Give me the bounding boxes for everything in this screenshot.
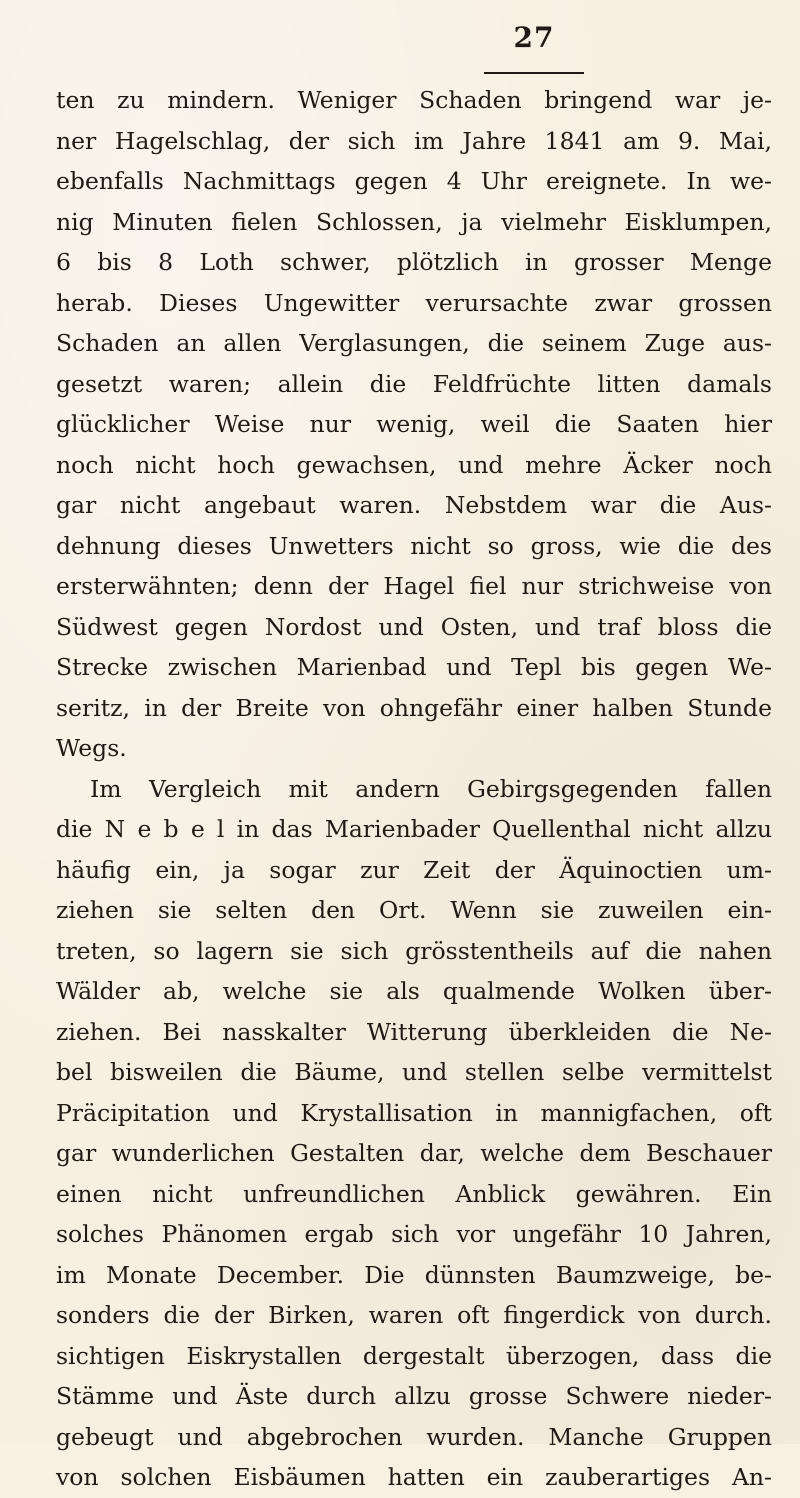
text-line: gar wunderlichen Gestalten dar, welche dem Beschauer (56, 1139, 772, 1167)
text-line: seritz, in der Breite von ohngefähr einer halben Stunde (56, 693, 772, 722)
text-line: ner Hagelschlag, der sich im Jahre 1841 am 9. Mai, (56, 126, 772, 155)
text-line: gar nicht angebaut waren. Nebstdem war die Aus- (56, 491, 772, 519)
text-line: von solchen Eisbäumen hatten ein zauberartiges An- (56, 1463, 772, 1491)
text-line: gebeugt und abgebrochen wurden. Manche Gruppen (56, 1422, 772, 1451)
text-line: im Monate December. Die dünnsten Baumzweige, be- (56, 1260, 772, 1289)
text-line: dehnung dieses Unwetters nicht so gross, wie die des (56, 531, 772, 560)
text-line: ziehen sie selten den Ort. Wenn sie zuweilen ein- (56, 896, 772, 924)
text-line: Schaden an allen Verglasungen, die seinem Zuge aus- (56, 329, 772, 357)
text-line: Strecke zwischen Marienbad und Tepl bis gegen We- (56, 653, 772, 681)
text-line: herab. Dieses Ungewitter verursachte zwar grossen (56, 288, 772, 317)
text-line: die N e b e l in das Marienbader Quellenthal nicht allzu (56, 815, 772, 843)
text-line: solches Phänomen ergab sich vor ungefähr 10 Jahren, (56, 1220, 772, 1248)
text-line: nig Minuten fielen Schlossen, ja vielmehr Eisklumpen, (56, 207, 772, 236)
text-line: häufig ein, ja sogar zur Zeit der Äquinoctien um- (56, 855, 772, 884)
text-line: treten, so lagern sie sich grösstentheils auf die nahen (56, 936, 772, 965)
text-line: Präcipitation und Krystallisation in mannigfachen, oft (56, 1098, 772, 1127)
text-line: bel bisweilen die Bäume, und stellen selbe vermittelst (56, 1058, 772, 1086)
header-rule (484, 72, 584, 74)
text-line: Stämme und Äste durch allzu grosse Schwere nieder- (56, 1382, 772, 1410)
paragraph-start-line: Im Vergleich mit andern Gebirgsgegenden fallen (90, 774, 772, 803)
body-text (56, 80, 772, 1498)
text-line: noch nicht hoch gewachsen, und mehre Äcker noch (56, 450, 772, 479)
page-number: 27 (513, 21, 555, 54)
text-line: glücklicher Weise nur wenig, weil die Saaten hier (56, 410, 772, 438)
text-line: sichtigen Eiskrystallen dergestalt überzogen, dass die (56, 1341, 772, 1370)
text-line: ten zu mindern. Weniger Schaden bringend war je- (56, 86, 772, 114)
text-line: ziehen. Bei nasskalter Witterung überkleiden die Ne- (56, 1017, 772, 1046)
text-line: Südwest gegen Nordost und Osten, und traf bloss die (56, 612, 772, 641)
paragraph-end-line: Wegs. (56, 734, 127, 762)
text-line: ebenfalls Nachmittags gegen 4 Uhr ereignete. In we- (56, 167, 772, 195)
text-line: einen nicht unfreundlichen Anblick gewähren. Ein (56, 1179, 772, 1208)
text-line: Wälder ab, welche sie als qualmende Wolken über- (56, 977, 772, 1005)
text-line: sonders die der Birken, waren oft fingerdick von durch. (56, 1301, 772, 1329)
page-header (484, 10, 584, 74)
text-line: gesetzt waren; allein die Feldfrüchte litten damals (56, 369, 772, 398)
text-line: ersterwähnten; denn der Hagel fiel nur strichweise von (56, 572, 772, 600)
text-line: 6 bis 8 Loth schwer, plötzlich in grosser Menge (56, 248, 772, 276)
